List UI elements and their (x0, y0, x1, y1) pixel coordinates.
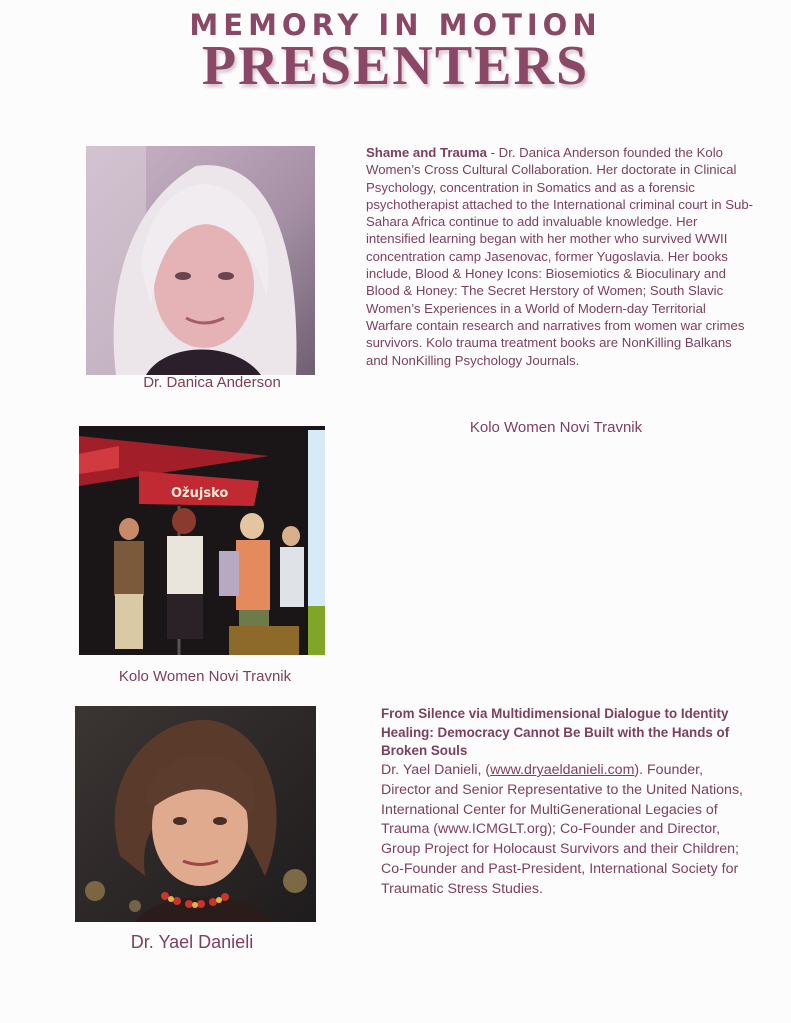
photo-kolo-women-dancing (79, 426, 325, 655)
bio-text-danica: Dr. Danica Anderson founded the Kolo Women’s Cross Cultural Collaboration. Her doctorate in Clinical Psychology, concentration in Somatics and as a forensic psychotherapist attached to the International criminal court in Sub-Sahara Africa continue to add invaluable knowledge. Her intensified learning began with her mother who survived WWII concentration camp Jasenovac, former Yugoslavia. Her books include, Blood & Honey Icons: Biosemiotics & Bioculinary and Blood & Honey: The Secret Herstory of Women; South Slavic Women’s Experiences in a World of Modern-day Territorial Warfare contain research and narratives from women war crimes survivors. Kolo trauma treatment books are NonKilling Balkans and NonKilling Psychology Journals. (366, 145, 754, 368)
caption-kolo-women: Kolo Women Novi Travnik (118, 668, 292, 685)
portrait-danica-anderson (86, 146, 315, 375)
talk-title-from-silence: From Silence via Multidimensional Dialogue to Identity Healing: Democracy Cannot Be Built with the Hands of Broken Souls (381, 706, 730, 758)
talk-title-shame-trauma: Shame and Trauma (366, 145, 487, 160)
umbrella-brand-text: Ožujsko (171, 486, 229, 501)
website-link-dryaeldanieli[interactable]: www.dryaeldanieli.com (490, 762, 635, 778)
page-title: PRESENTERS (201, 35, 590, 97)
caption-yael-danieli: Dr. Yael Danieli (130, 932, 254, 952)
side-caption-kolo-women: Kolo Women Novi Travnik (469, 419, 643, 436)
title-separator: - (486, 145, 499, 160)
bio-yael-danieli (381, 761, 756, 900)
bio-prefix-yael: Dr. Yael Danieli, ( (381, 762, 491, 778)
bio-rest-yael: ). Founder, Director and Senior Representative to the United Nations, International Center for MultiGenerational Legacies of Trauma (www.ICMGLT.org); Co-Founder and Director, Group Project for Holocaust Survivors and their Children; Co-Founder and Past-President, International Society for Traumatic Stress Studies. (381, 762, 743, 897)
event-kicker: MEMORY IN MOTION (189, 8, 602, 42)
portrait-yael-danieli (75, 706, 316, 922)
bio-danica-anderson (366, 144, 754, 369)
caption-danica-anderson: Dr. Danica Anderson (143, 374, 281, 391)
